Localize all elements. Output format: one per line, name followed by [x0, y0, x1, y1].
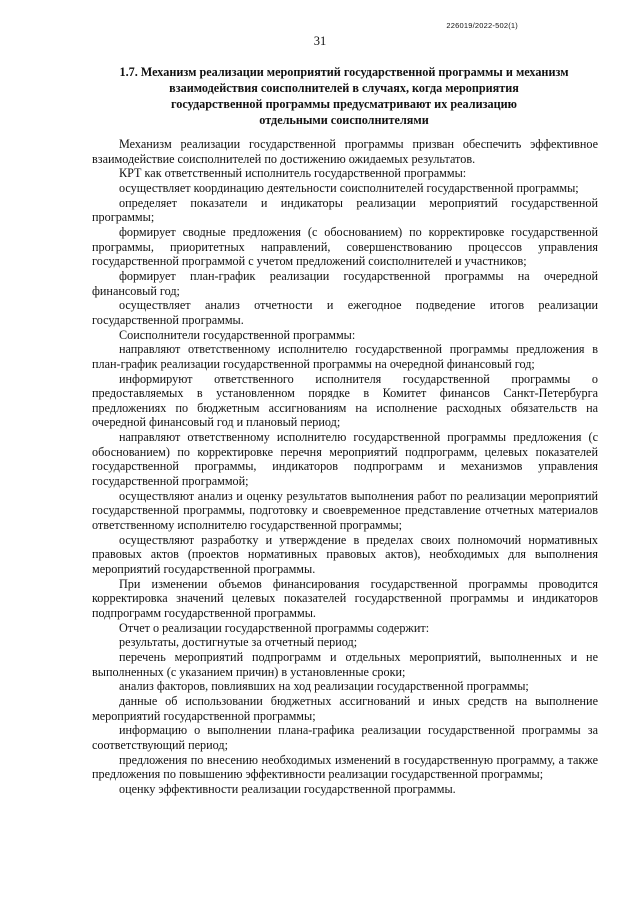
paragraph: осуществляет анализ отчетности и ежегодное подведение итогов реализации государственной программы.: [92, 298, 598, 327]
heading-line: государственной программы предусматривают их реализацию: [171, 97, 517, 111]
paragraph: Механизм реализации государственной программы призван обеспечить эффективное взаимодействие соисполнителей по достижению ожидаемых результатов.: [92, 137, 598, 166]
paragraph: предложения по внесению необходимых изменений в государственную программу, а также предложения по повышению эффективности реализации государственной программы;: [92, 752, 598, 782]
paragraph: осуществляют анализ и оценку результатов выполнения работ по реализации мероприятий государственной программы, подготовку и своевременное представление отчетных материалов ответственному исполнителю государственной программы;: [92, 488, 598, 533]
paragraph: информацию о выполнении плана-графика реализации государственной программы за соответствующий период;: [92, 723, 598, 752]
paragraph: КРТ как ответственный исполнитель государственной программы:: [119, 166, 467, 181]
paragraph: направляют ответственному исполнителю государственной программы предложения (с обоснованием) по корректировке перечня мероприятий подпрограмм, целевых показателей государственной программы, индикаторов подпрограмм и механизмов управления государственной программой;: [92, 430, 598, 489]
paragraph: перечень мероприятий подпрограмм и отдельных мероприятий, выполненных и не выполненных (с указанием причин) в установленные сроки;: [92, 649, 598, 679]
paragraph: Отчет о реализации государственной программы содержит:: [119, 620, 430, 635]
paragraph: оценку эффективности реализации государственной программы.: [119, 781, 456, 796]
page-number: 31: [313, 34, 327, 48]
heading-line: взаимодействия соисполнителей в случаях, когда мероприятия: [169, 81, 519, 95]
section-heading: [92, 64, 596, 128]
document-id: 226019/2022-502(1): [446, 21, 518, 30]
paragraph: осуществляет координацию деятельности соисполнителей государственной программы;: [119, 180, 579, 195]
paragraph: формирует план-график реализации государственной программы на очередной финансовый год;: [92, 268, 598, 298]
paragraph: данные об использовании бюджетных ассигнований и иных средств на выполнение мероприятий государственной программы;: [92, 693, 598, 723]
paragraph: формирует сводные предложения (с обоснованием) по корректировке государственной программы, приоритетных направлений, совершенствованию процессов управления государственной программой с учетом предложений соисполнителей и участников;: [92, 224, 598, 269]
paragraph: информируют ответственного исполнителя государственной программы о предоставляемых в установленном порядке в Комитет финансов Санкт-Петербурга предложениях по бюджетным ассигнованиям на исполнение расходных обязательств на очередной финансовый год и плановый период;: [92, 371, 598, 430]
paragraph: определяет показатели и индикаторы реализации мероприятий государственной программы;: [92, 195, 598, 225]
paragraph: осуществляют разработку и утверждение в пределах своих полномочий нормативных правовых актов (проектов нормативных правовых актов), необходимых для выполнения мероприятий государственной программы.: [92, 532, 598, 577]
document-body: [92, 137, 598, 797]
paragraph: направляют ответственному исполнителю государственной программы предложения в план-график реализации государственной программы на очередной финансовый год;: [92, 342, 598, 371]
heading-line: отдельными соисполнителями: [259, 113, 429, 127]
heading-line: 1.7. Механизм реализации мероприятий государственной программы и механизм: [119, 65, 569, 79]
paragraph: результаты, достигнутые за отчетный период;: [119, 635, 358, 650]
paragraph: Соисполнители государственной программы:: [119, 327, 356, 342]
paragraph: При изменении объемов финансирования государственной программы проводится корректировка значений целевых показателей государственной программы и индикаторов подпрограмм государственной программы.: [92, 576, 598, 620]
paragraph: анализ факторов, повлиявших на ход реализации государственной программы;: [119, 679, 529, 694]
